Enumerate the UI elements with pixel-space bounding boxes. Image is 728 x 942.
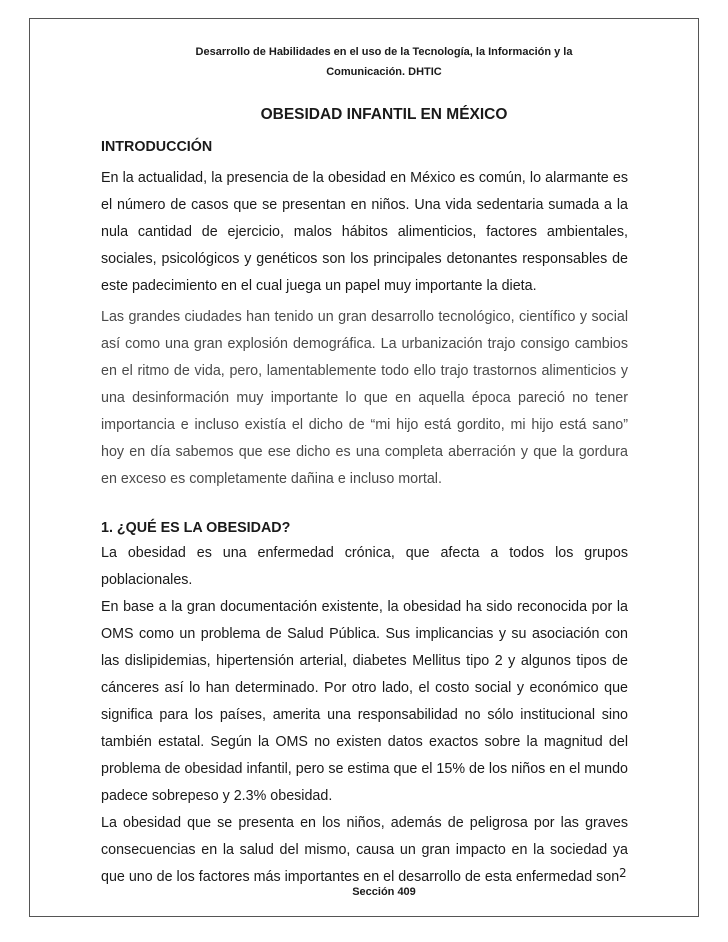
header-line-2: Comunicación. DHTIC	[326, 66, 442, 78]
page-number: 2	[619, 866, 627, 880]
intro-paragraph-1: En la actualidad, la presencia de la obesidad en México es común, lo alarmante es el número de casos que se presentan en niños. Una vida sedentaria sumada a la nula cantidad de ejercicio, malos hábitos alimenticios, factores ambientales, sociales, psicológicos y genéticos son los principales detonantes responsables de este padecimiento en el cual juega un papel muy importante la dieta.	[101, 170, 628, 294]
document-title: OBESIDAD INFANTIL EN MÉXICO	[260, 106, 508, 123]
section-1-paragraph-1: La obesidad es una enfermedad crónica, que afecta a todos los grupos poblacionales.	[101, 545, 628, 588]
running-footer: Sección 409	[352, 886, 416, 898]
section-1-heading: 1. ¿QUÉ ES LA OBESIDAD?	[101, 520, 291, 536]
running-header	[100, 42, 668, 82]
section-1-paragraph-2: En base a la gran documentación existente, la obesidad ha sido reconocida por la OMS como un problema de Salud Pública. Sus implicancias y su asociación con las dislipidemias, hipertensión arterial, diabetes Mellitus tipo 2 y algunos tipos de cánceres así lo han determinado. Por otro lado, el costo social y económico que significa para los países, amerita una responsabilidad no sólo institucional sino también estatal. Según la OMS no existen datos exactos sobre la magnitud del problema de obesidad infantil, pero se estima que el 15% de los niños en el mundo padece sobrepeso y 2.3% obesidad.	[101, 599, 628, 804]
section-1-paragraph-3: La obesidad que se presenta en los niños, además de peligrosa por las graves consecuencias en la salud del mismo, causa un gran impacto en la sociedad ya que uno de los factores más importantes en el desarrollo de esta enfermedad son	[101, 815, 628, 885]
document-body	[101, 134, 628, 891]
intro-paragraph-2: Las grandes ciudades han tenido un gran desarrollo tecnológico, científico y social así como una gran explosión demográfica. La urbanización trajo consigo cambios en el ritmo de vida, pero, lamentablemente todo ello trajo trastornos alimenticios y una desinformación muy importante lo que en aquella época pareció no tener importancia e incluso existía el dicho de “mi hijo está gordito, mi hijo está sano” hoy en día sabemos que ese dicho es una completa aberración y que la gordura en exceso es completamente dañina e incluso mortal.	[101, 309, 628, 487]
intro-heading: INTRODUCCIÓN	[101, 139, 213, 155]
header-line-1: Desarrollo de Habilidades en el uso de la Tecnología, la Información y la	[195, 46, 573, 58]
